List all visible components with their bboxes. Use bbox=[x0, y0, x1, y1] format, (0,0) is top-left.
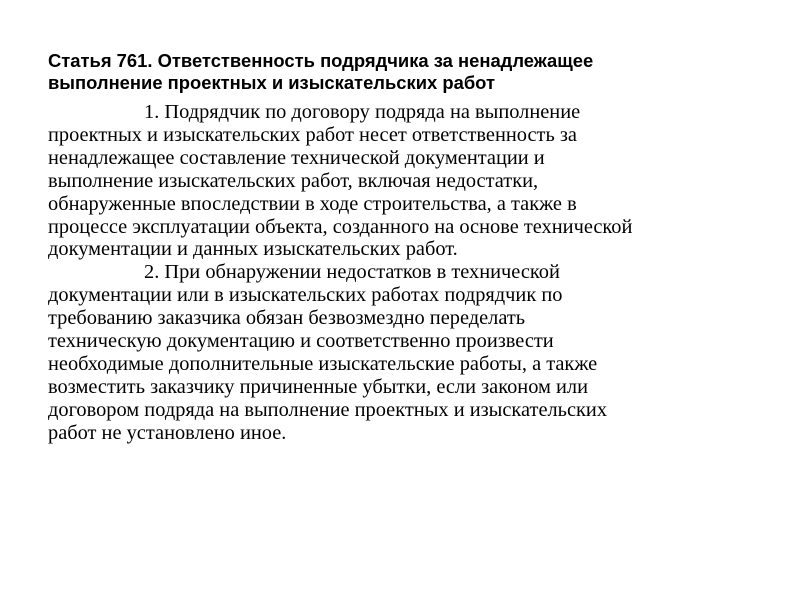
paragraph-line: возместить заказчику причиненные убытки, если законом или bbox=[48, 375, 589, 398]
paragraph-line: документации или в изыскательских работах подрядчик по bbox=[48, 284, 563, 307]
paragraph-line: документации и данных изыскательских работ. bbox=[48, 238, 458, 261]
paragraph-line: процессе эксплуатации объекта, созданного на основе технической bbox=[48, 215, 633, 238]
article-content bbox=[48, 50, 756, 445]
paragraph-2 bbox=[48, 261, 756, 444]
paragraph-1 bbox=[48, 101, 756, 261]
paragraph-line: проектных и изыскательских работ несет ответственность за bbox=[48, 123, 577, 146]
paragraph-line: 1. Подрядчик по договору подряда на выполнение bbox=[144, 101, 581, 123]
paragraph-line: техническую документацию и соответственно произвести bbox=[48, 330, 554, 353]
paragraph-line: работ не установлено иное. bbox=[48, 421, 287, 444]
article-title-line: выполнение проектных и изыскательских работ bbox=[48, 72, 495, 93]
paragraph-line: 2. При обнаружении недостатков в технической bbox=[144, 261, 560, 284]
paragraph-line: договором подряда на выполнение проектных и изыскательских bbox=[48, 398, 608, 421]
article-title bbox=[48, 50, 756, 94]
paragraph-line: необходимые дополнительные изыскательские работы, а также bbox=[48, 352, 598, 375]
paragraph-line: обнаруженные впоследствии в ходе строительства, а также в bbox=[48, 192, 577, 215]
paragraph-line: ненадлежащее составление технической документации и bbox=[48, 146, 545, 169]
paragraph-line: выполнение изыскательских работ, включая недостатки, bbox=[48, 169, 539, 192]
paragraph-line: требованию заказчика обязан безвозмездно переделать bbox=[48, 307, 526, 330]
article-title-line: Статья 761. Ответственность подрядчика за ненадлежащее bbox=[48, 50, 594, 71]
